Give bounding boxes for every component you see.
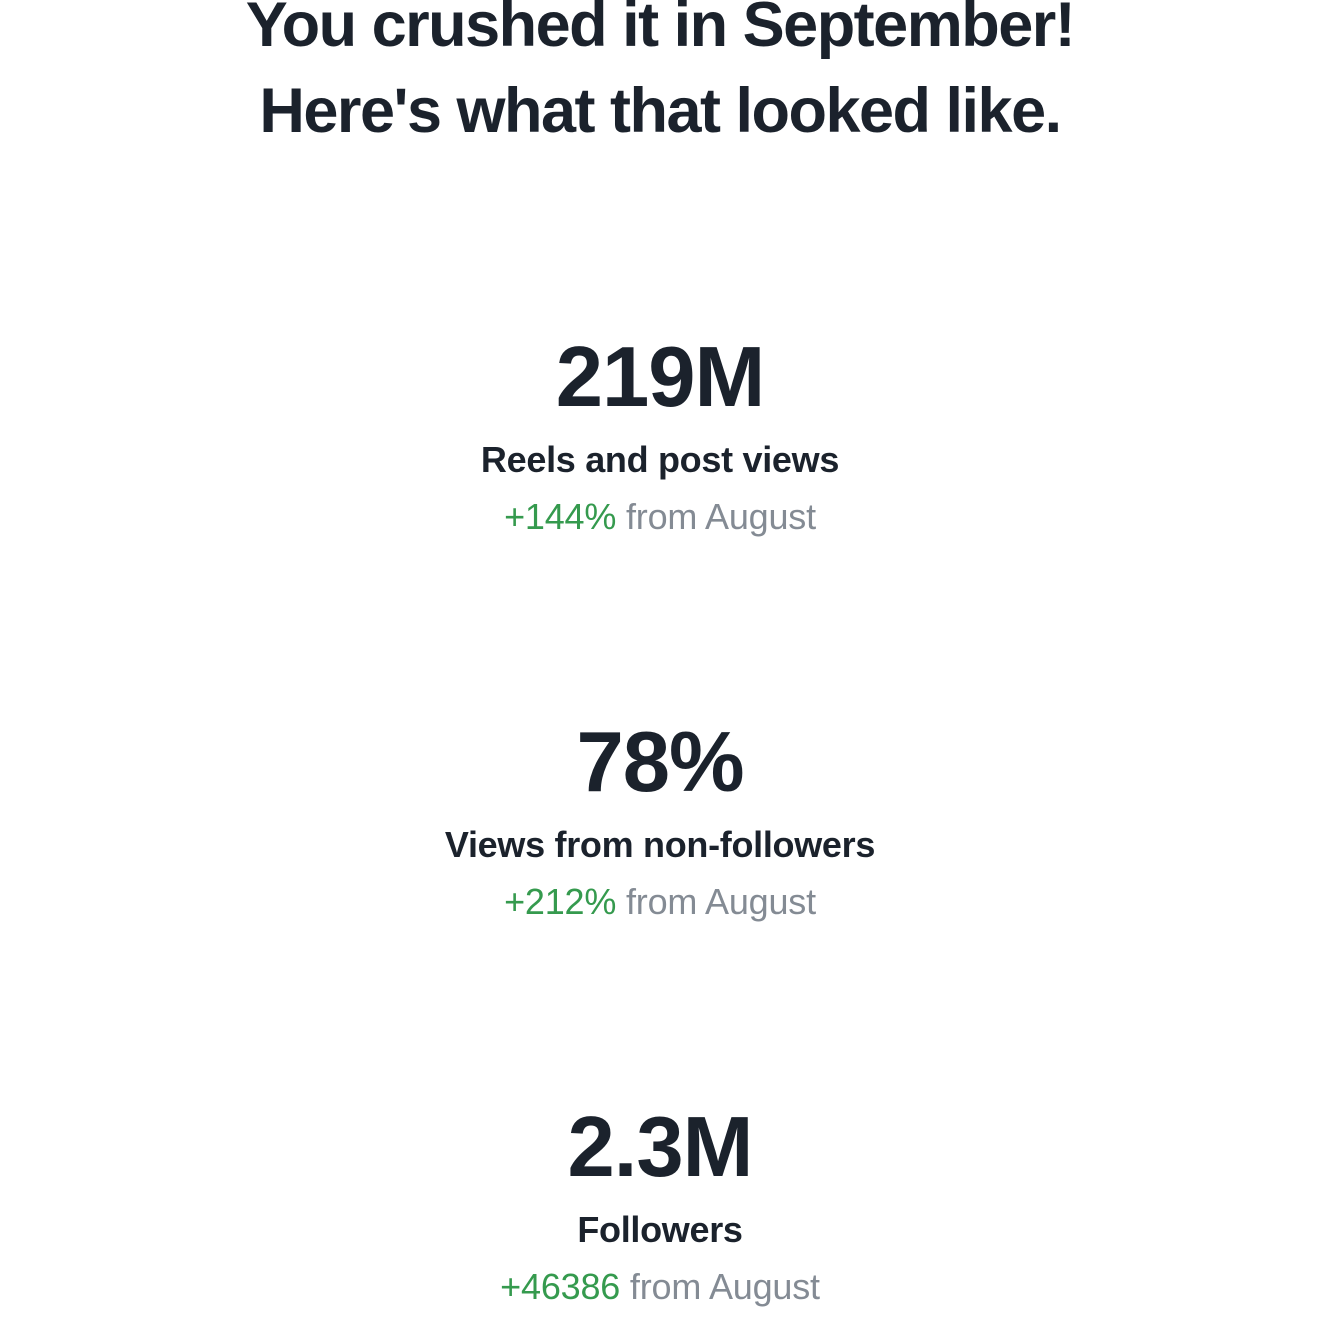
stat-block-views-non-followers [0,715,1320,924]
stat-change-context: from August [626,881,816,922]
stat-block-followers [0,1100,1320,1309]
page-title-line-1: You crushed it in September! [245,0,1075,60]
stat-value: 219M [555,330,765,425]
stat-value: 78% [576,715,744,810]
stat-value: 2.3M [567,1100,753,1195]
stat-change [0,1265,1320,1309]
stat-change-context: from August [626,496,816,537]
stat-label: Views from non-followers [444,824,876,865]
stat-label: Reels and post views [480,439,840,480]
stat-label: Followers [577,1209,743,1250]
stat-change [0,880,1320,924]
stat-change-delta: +144% [504,496,617,537]
stat-change-delta: +46386 [500,1266,621,1307]
page-title-line-2: Here's what that looked like. [259,76,1061,146]
stat-change-context: from August [629,1266,820,1307]
stat-change-delta: +212% [504,881,617,922]
stat-change [0,495,1320,539]
stat-block-reels-post-views [0,330,1320,539]
page-title [0,0,1320,154]
